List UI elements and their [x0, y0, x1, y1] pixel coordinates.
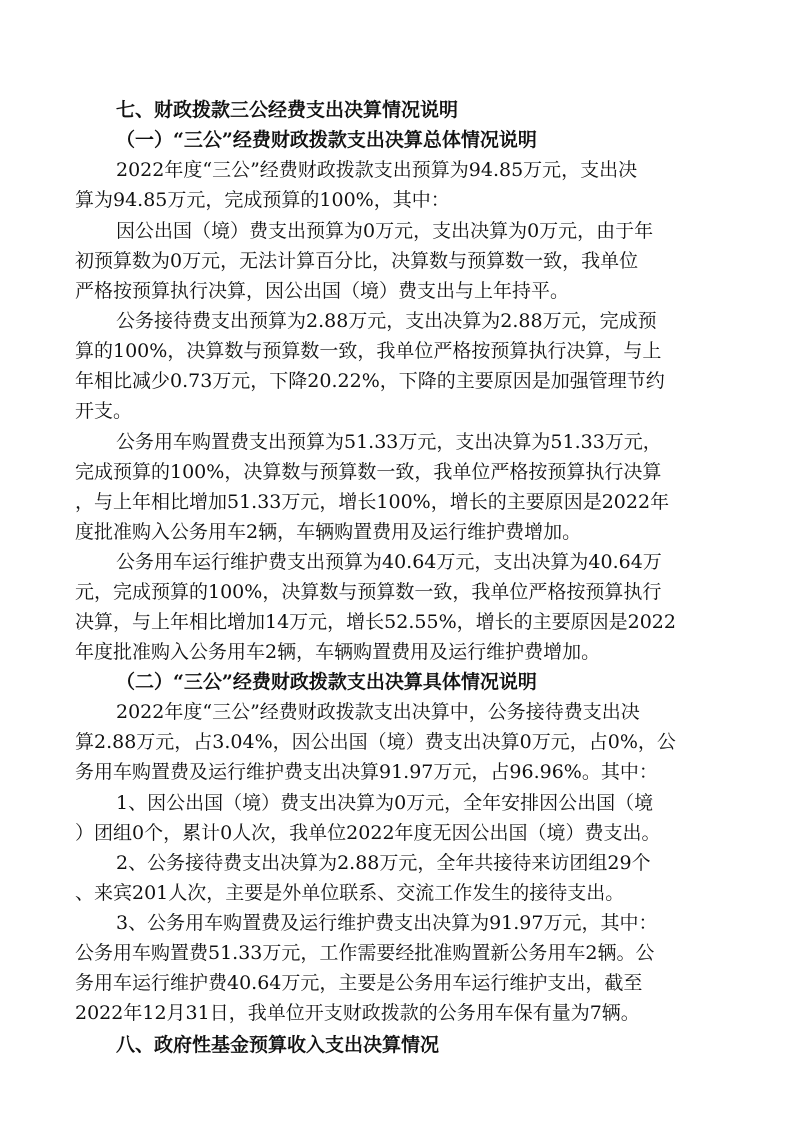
section-heading-8: 八、政府性基金预算收入支出决算情况 — [116, 1034, 440, 1056]
section-heading-7: 七、财政拨款三公经费支出决算情况说明 — [116, 99, 459, 121]
subsection-heading-2: （二）“三公”经费财政拨款支出决算具体情况说明 — [116, 671, 537, 693]
paragraph-line: 3、公务用车购置费及运行维护费支出决算为91.97万元，其中： — [116, 912, 658, 934]
paragraph-line: 度批准购入公务用车2辆，车辆购置费用及运行维护费增加。 — [75, 521, 582, 543]
paragraph-line: 算为94.85万元，完成预算的100%，其中： — [75, 189, 450, 211]
paragraph-line: 严格按预算执行决算，因公出国（境）费支出与上年持平。 — [75, 280, 570, 302]
paragraph-line: 算2.88万元，占3.04%，因公出国（境）费支出决算0万元，占0%，公 — [75, 731, 676, 753]
paragraph-line: 公务用车购置费支出预算为51.33万元，支出决算为51.33万元， — [116, 431, 662, 453]
paragraph-line: 公务接待费支出预算为2.88万元，支出决算为2.88万元，完成预 — [116, 310, 657, 332]
paragraph-line: 初预算数为0万元，无法计算百分比，决算数与预算数一致，我单位 — [75, 250, 639, 272]
paragraph-line: 2022年度“三公”经费财政拨款支出决算中，公务接待费支出决 — [116, 701, 640, 723]
paragraph-line: 2、公务接待费支出决算为2.88万元，全年共接待来访团组29个 — [116, 852, 651, 874]
paragraph-line: 年度批准购入公务用车2辆，车辆购置费用及运行维护费增加。 — [75, 641, 601, 663]
paragraph-line: 公务用车运行维护费支出预算为40.64万元，支出决算为40.64万 — [116, 551, 662, 573]
paragraph-line: 务用车运行维护费40.64万元，主要是公务用车运行维护支出，截至 — [75, 972, 643, 994]
paragraph-line: 务用车购置费及运行维护费支出决算91.97万元，占96.96%。其中： — [75, 761, 658, 783]
paragraph-line: 、来宾201人次，主要是外单位联系、交流工作发生的接待支出。 — [75, 882, 625, 904]
paragraph-line: 元，完成预算的100%，决算数与预算数一致，我单位严格按预算执行 — [75, 581, 662, 603]
paragraph-line: 1、因公出国（境）费支出决算为0万元，全年安排因公出国（境 — [116, 792, 654, 814]
paragraph-line: 决算，与上年相比增加14万元，增长52.55%，增长的主要原因是2022 — [75, 611, 676, 633]
paragraph-line: 公务用车购置费51.33万元，工作需要经批准购置新公务用车2辆。公 — [75, 942, 655, 964]
paragraph-line: 开支。 — [75, 400, 133, 422]
subsection-heading-1: （一）“三公”经费财政拨款支出决算总体情况说明 — [116, 129, 537, 151]
paragraph-line: 算的100%，决算数与预算数一致，我单位严格按预算执行决算，与上 — [75, 340, 662, 362]
paragraph-line: 2022年度“三公”经费财政拨款支出预算为94.85万元，支出决 — [116, 159, 638, 181]
paragraph-line: 2022年12月31日，我单位开支财政拨款的公务用车保有量为7辆。 — [75, 1002, 640, 1024]
paragraph-line: 年相比减少0.73万元，下降20.22%，下降的主要原因是加强管理节约 — [75, 370, 665, 392]
paragraph-line: 完成预算的100%，决算数与预算数一致，我单位严格按预算执行决算 — [75, 461, 662, 483]
paragraph-line: ）团组0个，累计0人次，我单位2022年度无因公出国（境）费支出。 — [75, 822, 661, 844]
paragraph-line: 因公出国（境）费支出预算为0万元，支出决算为0万元，由于年 — [116, 220, 654, 242]
paragraph-line: ，与上年相比增加51.33万元，增长100%，增长的主要原因是2022年 — [75, 491, 670, 513]
